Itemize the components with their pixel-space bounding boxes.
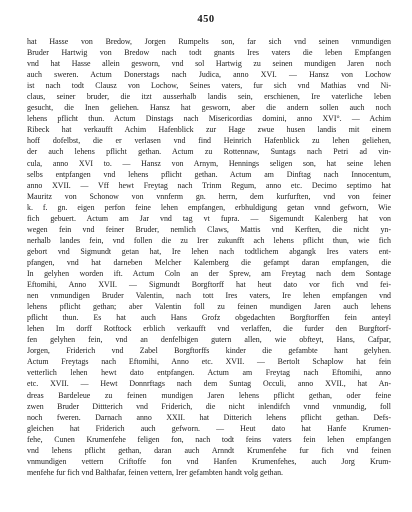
text-line: Jorgen, Friderich vnd Zabel Borgftorffs kinder die gefambte hant gelyhen.: [27, 346, 391, 356]
text-line: claus, seiner bruder, die itzt ausserhalb landis sein, erschienen, Ire vaterliche leben: [27, 92, 391, 102]
text-line: ist nach todt Clausz von Lochow, Seines vaters, fur sich vnd Mathias vnd Ni-: [27, 81, 391, 91]
text-line: anno XVII. — Vff hewt Freytag nach Trinm Regum, anno etc. Decimo septimo hat: [27, 180, 391, 190]
text-line: nen vnmundigen Bruder Valentin, nach tott Ires vaters, Ire lehen empfangen vnd: [27, 291, 391, 301]
text-line: fehe, Cunen Krumenfehe feligen fon, nach todt feins vaters fein lehen empfangen: [27, 434, 391, 444]
text-line: vnd hat Hasse allein gesworn, vnd sol Hartwig zu seinen mundigen Jaren noch: [27, 59, 391, 69]
text-line: dreas Bardeleue zu feinen mundigen Jaren lehens pflicht gethan, oder feine: [27, 390, 391, 400]
text-line: der auch lehens pflicht gethan. Actum zu Rottennaw, Suntags nach Petri ad vin-: [27, 147, 391, 157]
text-line: etc. XVII. — Hewt Donnrftags nach dem Suntag Occuli, anno XVII., hat An-: [27, 379, 391, 389]
text-line: gleichen hat Friderich auch gefworn. — Heut dato hat Hanfe Krumen-: [27, 423, 391, 433]
text-line: gebort vnd Sigmundt getan hat, Ire lehen nach todtlichem abgangk Ires vaters ent-: [27, 246, 391, 256]
text-line: noch fweren. Darnach anno XXII. hat Ditterich lehens pflicht gethan. Defs-: [27, 412, 391, 422]
text-line: gesucht, die Inen geliehen. Hansz hat gesworn, aber die andern sollen auch noch: [27, 103, 391, 113]
text-line: vnd lehens pflicht gethan, daran auch Arnndt Krumenfehe fur fich vnd feinen: [27, 445, 391, 455]
text-line: pflicht thun. Es hat auch Hans Grofz obgedachten Borgftorffen fein anteyl: [27, 313, 391, 323]
text-line: k. f. gn. eigen perfon feine lehen empfangen, erbhuldigung getan vnnd gefworn, Wie: [27, 202, 391, 212]
text-line: fich gebuert. Actum am Jar vnd tag vt fupra. — Sigemundt Kalenberg hat von: [27, 213, 391, 223]
text-line: auch sweren. Actum Donerstags nach Judica, anno XVI. — Hansz von Lochow: [27, 70, 391, 80]
text-line: Eftomihi, Anno XVII. — Sigmundt Borgftorff hat heut dato vor fich vnd fei-: [27, 280, 391, 290]
text-line: Ribeck hat verkaufft Achim Hafenblick zur Hage zwue husen landis mit einem: [27, 125, 391, 135]
text-line: fen gelyhen fein, vnd an denfelbigen gutern allen, wie obfteyt, Hans, Cafpar,: [27, 335, 391, 345]
text-line: lehens pflicht thun. Actum Dinstags nach Misericordias domini, anno XVI°. — Achim: [27, 114, 391, 124]
text-line: lehens pflicht gethan; aber Valentin foll zu feinen mundigen Jaren auch lehens: [27, 302, 391, 312]
text-line: pfangen, vnd hat darneben Melcher Kalemberg die gefampt daran empfangen, die: [27, 257, 391, 267]
page-number: 450: [197, 14, 215, 25]
text-line: nerhalb landes fein, vnd follen die zu Irer zukunfft ach lehens pflicht thun, wie fich: [27, 235, 391, 245]
text-line: Actum Freytags nach Eftomihi, Anno etc. XVII. — Bertolt Schaplow hat fein: [27, 357, 391, 367]
text-line: vnmundigen vettern Criftoffe fon vnd Hanfen Krumenfehes, auch Jorg Krum-: [27, 456, 391, 466]
text-line: menfehe fur fich vnd Balthafar, feinen vettern, Irer gefambten handt volg gethan.: [27, 467, 284, 477]
body-text: [27, 36, 391, 478]
text-line: hat Hasse von Bredow, Jorgen Rumpelts son, far sich vnd seinen vnmundigen: [27, 37, 391, 46]
text-line: hoff dofelbst, die er verlasen vnd find Heinrich Hafenblick zu lehen geliehen,: [27, 136, 391, 146]
text-line: lehen Im dorff Rotftock erblich verkaufft vnd verlaffen, die furder den Burgftorf-: [27, 324, 391, 334]
text-line: vetterlich lehen hewt dato entpfangen. Actum am Freytag nach Eftomihi, anno: [27, 368, 391, 378]
text-line: wegen fein vnd feiner Bruder, nemlich Claws, Mattis vnd Kerften, die nicht yn-: [27, 224, 391, 234]
text-line: In gelyhen worden ift. Actum Coln an der Sprew, am Freytag nach dem Sontage: [27, 268, 391, 278]
text-line: Mauritz von Schonow von vnnferm gn. herrn, dem kurfurften, vnd von feiner: [27, 191, 391, 201]
text-line: Bruder Hartwig von Bredow nach todt gnants Ires vaters die leben Empfangen: [27, 48, 391, 58]
text-line: zwen Bruder Dittterich vnd Friderich, die nicht inlendifch vnnd vnmundig, foll: [27, 401, 391, 411]
text-line: cula, anno XVI to. — Hansz von Arnym, Hennings seligen son, hat seine lehen: [27, 158, 391, 168]
text-line: selbs entpfangen vnd lehens pflicht gethan. Actum am Dinftag nach Innocentum,: [27, 169, 391, 179]
